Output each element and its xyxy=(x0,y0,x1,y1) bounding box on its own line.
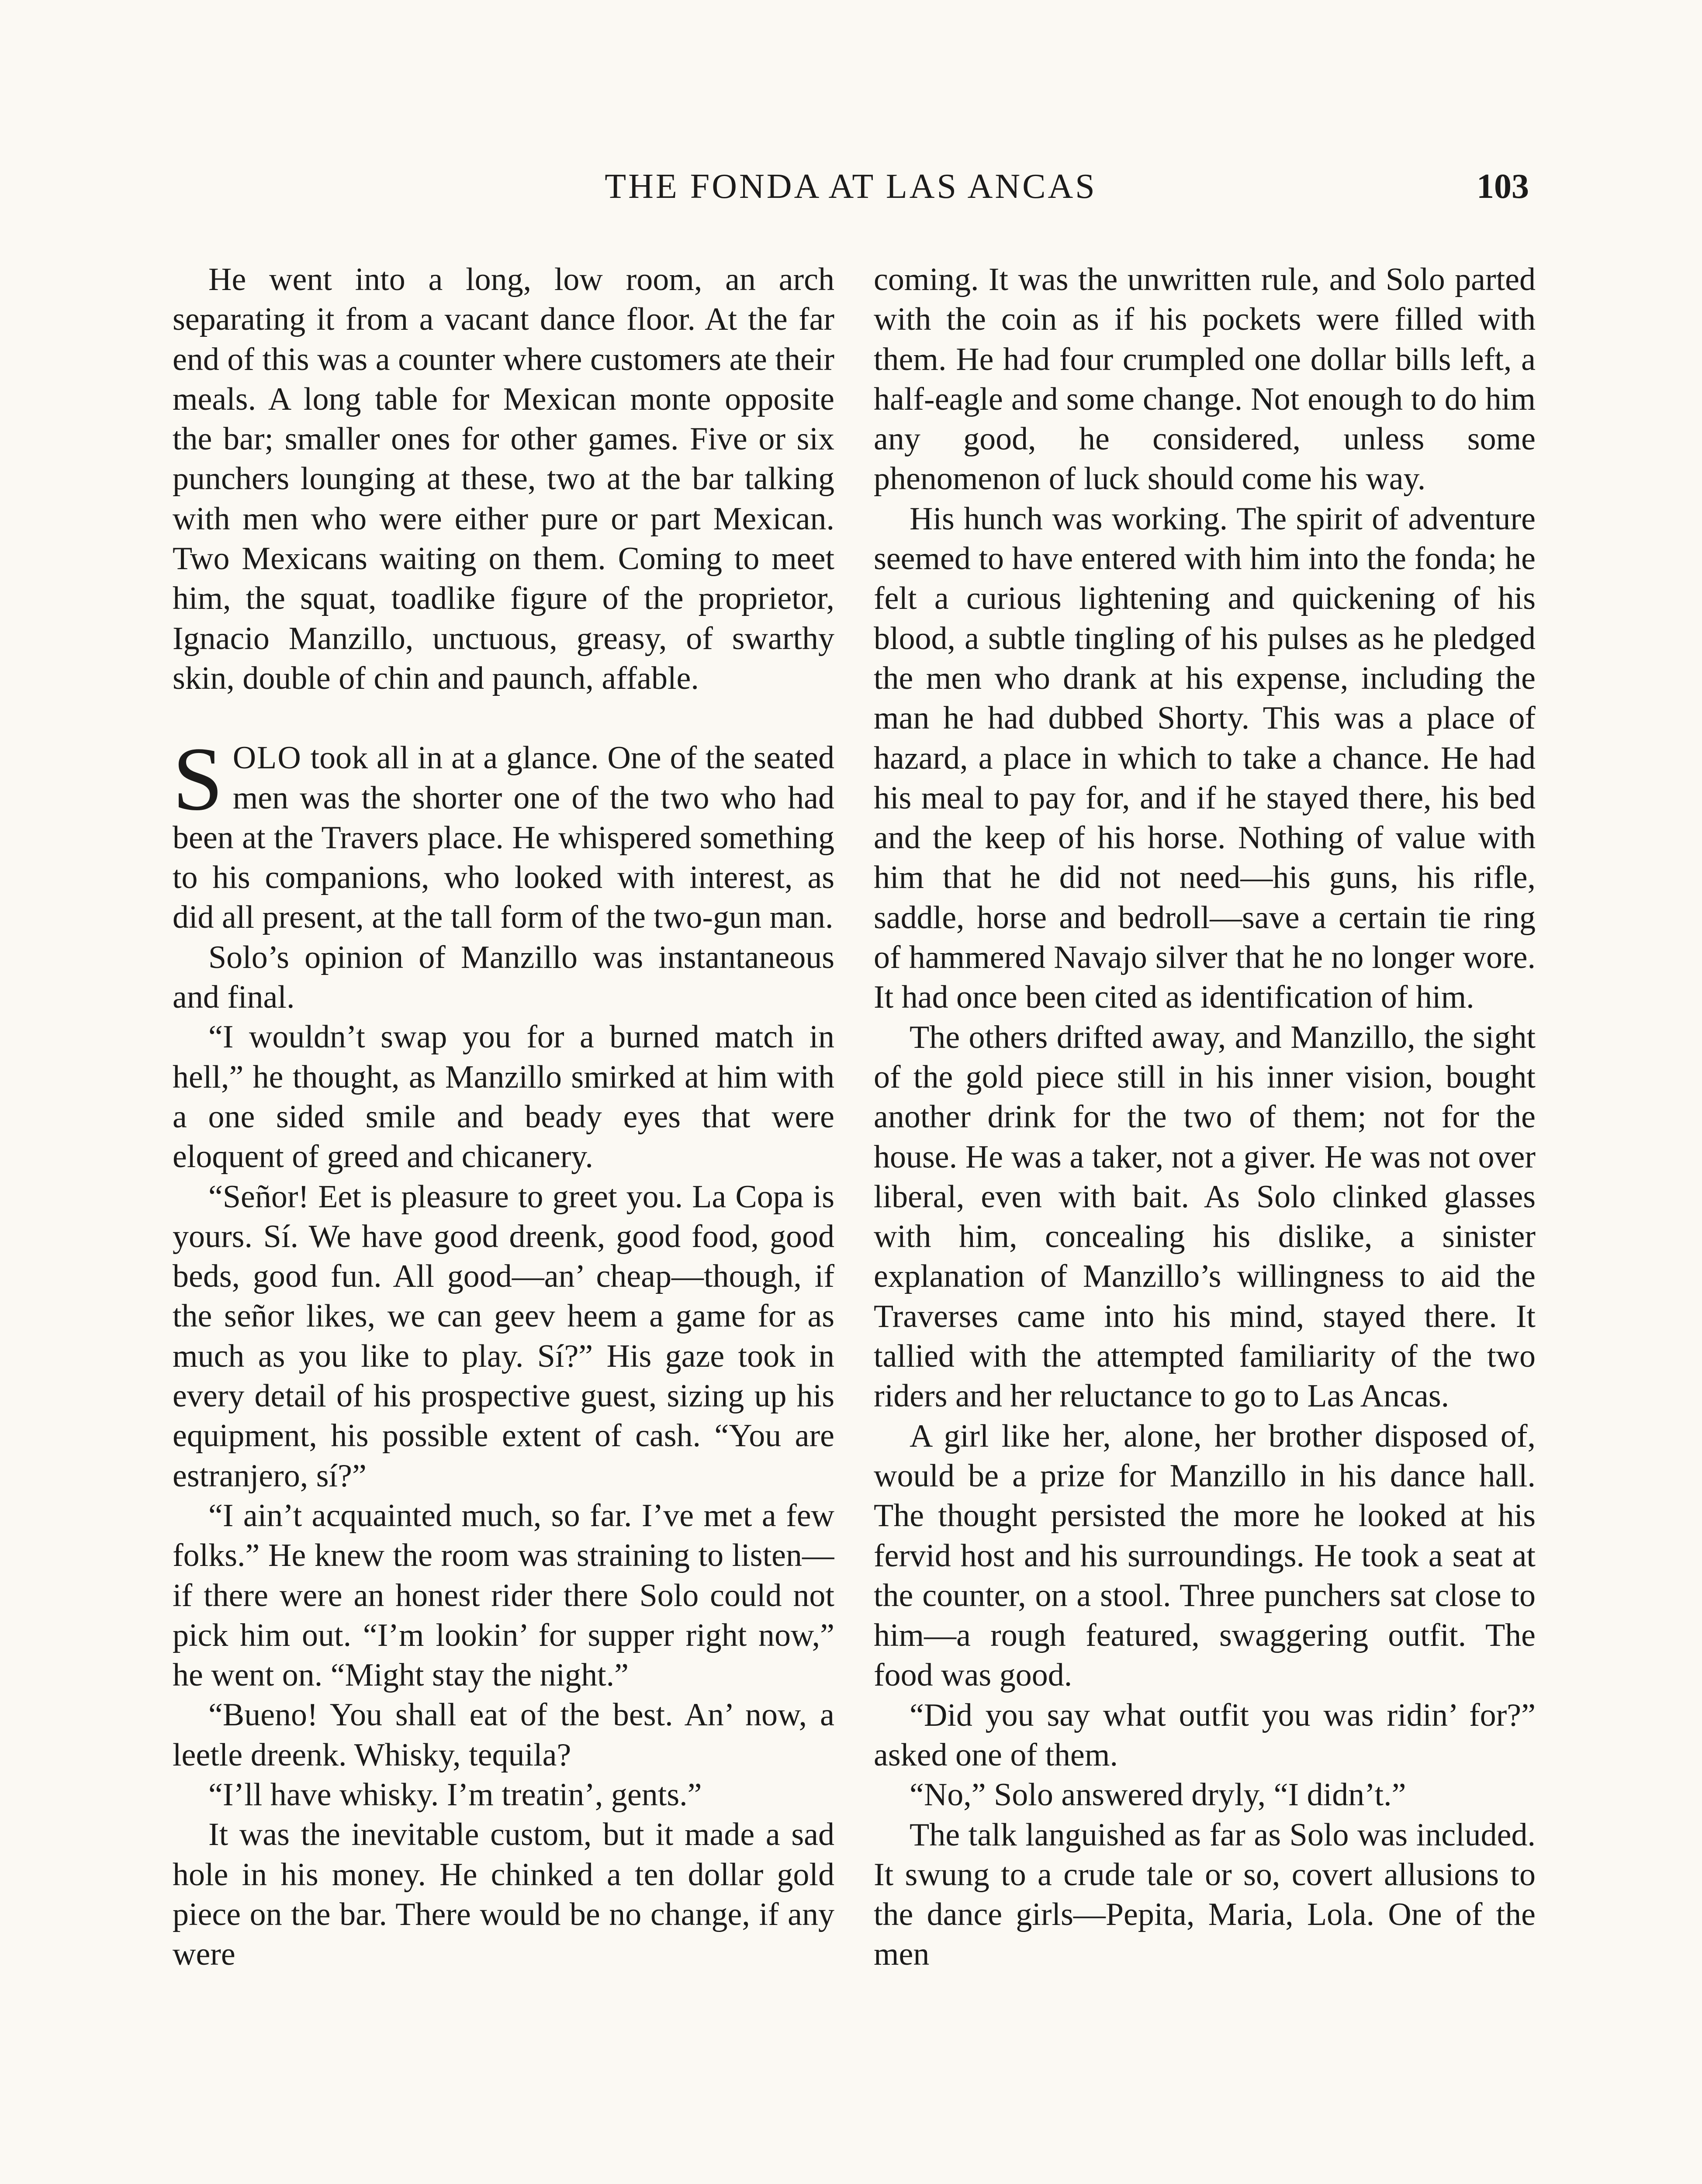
drop-cap: S xyxy=(173,729,223,829)
running-title: THE FONDA AT LAS ANCAS xyxy=(605,167,1097,206)
paragraph: The talk languished as far as Solo was included. It swung to a crude tale or so, covert allusions to the dance girls—Pepita, Maria, Lola. One of the men xyxy=(874,1817,1536,1973)
small-caps-lead: OLO xyxy=(232,740,302,776)
paragraph: “Bueno! You shall eat of the best. An’ now, a leetle dreenk. Whisky, tequila? xyxy=(173,1697,834,1773)
paragraph: The others drifted away, and Manzillo, the sight of the gold piece still in his inner vision, bought another drink for the two of them; not for the house. He was a taker, not a giver. He was not over liberal, even with bait. As Solo clinked glasses with him, concealing his dislike, a sinister explanation of Manzillo’s willingness to aid the Traverses came into his mind, stayed there. It tallied with the attempted familiarity of the two riders and her reluctance to go to Las Ancas. xyxy=(874,1019,1536,1414)
page-header xyxy=(173,162,1529,211)
paragraph: “Señor! Eet is pleasure to greet you. La Copa is yours. Sí. We have good dreenk, good food, good beds, good fun. All good—an’ cheap—though, if the señor likes, we can geev heem a game for as much as you like to play. Sí?” His gaze took in every detail of his prospective guest, sizing up his equipment, his possible extent of cash. “You are estranjero, sí?” xyxy=(173,1178,834,1494)
paragraph: He went into a long, low room, an arch separating it from a vacant dance floor. At the far end of this was a counter where customers ate their meals. A long table for Mexican monte opposite the bar; smaller ones for other games. Five or six punchers lounging at these, two at the bar talking with men who were either pure or part Mexican. Two Mexicans waiting on them. Coming to meet him, the squat, toadlike figure of the proprietor, Ignacio Manzillo, unctuous, greasy, of swarthy skin, double of chin and paunch, affable. xyxy=(173,262,834,696)
paragraph: “No,” Solo answered dryly, “I didn’t.” xyxy=(910,1777,1406,1813)
paragraph: It was the inevitable custom, but it made a sad hole in his money. He chinked a ten dollar gold piece on the bar. There would be no change, if any were xyxy=(173,1817,834,1973)
paragraph: A girl like her, alone, her brother disposed of, would be a prize for Manzillo in his dance hall. The thought persisted the more he looked at his fervid host and his surroundings. He took a seat at the counter, on a stool. Three punchers sat close to him—a rough featured, swaggering outfit. The food was good. xyxy=(874,1418,1536,1693)
paragraph: “I’ll have whisky. I’m treatin’, gents.” xyxy=(208,1776,702,1813)
paragraph: “I wouldn’t swap you for a burned match in hell,” he thought, as Manzillo smirked at him with a one sided smile and beady eyes that were eloquent of greed and chicanery. xyxy=(173,1019,834,1175)
paragraph: “I ain’t acquainted much, so far. I’ve met a few folks.” He knew the room was straining to listen—if there were an honest rider there Solo could not pick him out. “I’m lookin’ for supper right now,” he went on. “Might stay the night.” xyxy=(173,1497,834,1693)
left-column xyxy=(173,260,834,2184)
paragraph: “Did you say what outfit you was ridin’ for?” asked one of them. xyxy=(874,1697,1536,1773)
paragraph-continued: coming. It was the unwritten rule, and Solo parted with the coin as if his pockets were filled with them. He had four crumpled one dollar bills left, a half-eagle and some change. Not enough to do him any good, he considered, unless some phenomenon of luck should come his way. xyxy=(874,262,1536,497)
page-number: 103 xyxy=(1477,167,1529,206)
right-column xyxy=(874,260,1536,2184)
paragraph-text: took all in at a glance. One of the seated men was the shorter one of the two who had been at the Travers place. He whispered something to his companions, who looked with interest, as did all present, at the tall form of the two-gun man. xyxy=(173,740,834,936)
paragraph: His hunch was working. The spirit of adventure seemed to have entered with him into the fonda; he felt a curious lightening and quickening of his blood, a subtle tingling of his pulses as he pledged the men who drank at his expense, including the man he had dubbed Shorty. This was a place of hazard, a place in which to take a chance. He had his meal to pay for, and if he stayed there, his bed and the keep of his horse. Nothing of value with him that he did not need—his guns, his rifle, saddle, horse and bedroll—save a certain tie ring of hammered Navajo silver that he no longer wore. It had once been cited as identification of him. xyxy=(874,501,1536,1016)
paragraph: Solo’s opinion of Manzillo was instantaneous and final. xyxy=(173,939,834,1016)
section-opening-paragraph xyxy=(173,729,834,937)
